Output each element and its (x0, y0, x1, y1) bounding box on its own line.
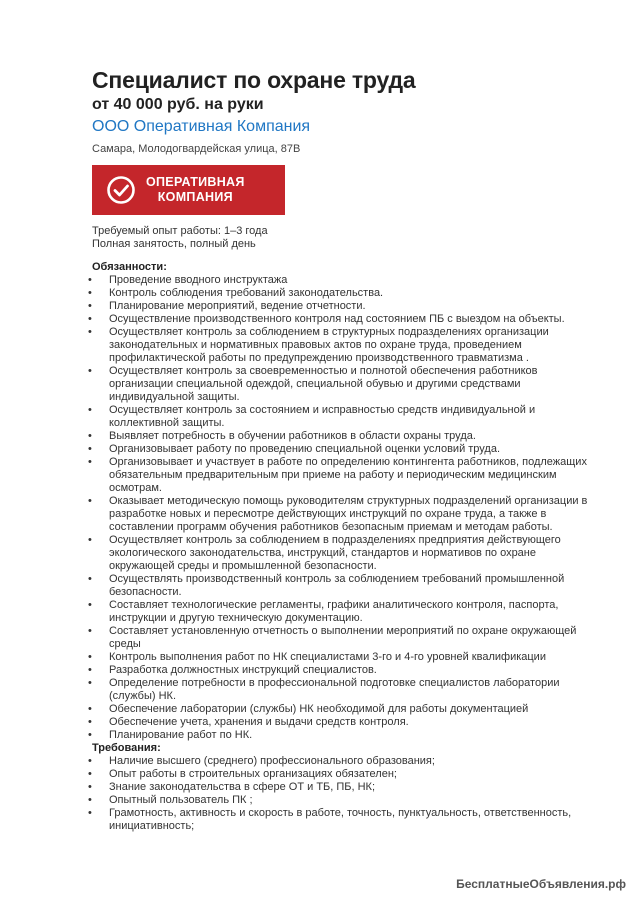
job-title: Специалист по охране труда (92, 67, 416, 93)
list-item: • Составляет технологические регламенты, графики аналитического контроля, паспорта, инструкции и другую техническую документацию. (92, 599, 602, 625)
requirements-title: Требования: (92, 742, 161, 754)
list-item: • Осуществление производственного контроля над состоянием ПБ с выездом на объекты. (92, 313, 602, 326)
list-item: • Разработка должностных инструкций специалистов. (92, 664, 602, 677)
list-item: • Наличие высшего (среднего) профессионального образования; (92, 755, 602, 768)
salary: от 40 000 руб. на руки (92, 96, 264, 113)
logo-line-2: КОМПАНИЯ (157, 190, 233, 204)
list-item: • Опыт работы в строительных организациях обязателен; (92, 768, 602, 781)
duties-title: Обязанности: (92, 261, 167, 273)
list-item: • Обеспечение учета, хранения и выдачи средств контроля. (92, 716, 602, 729)
duties-list (92, 274, 602, 742)
check-circle-icon (106, 175, 136, 205)
list-item: • Знание законодательства в сфере ОТ и ТБ, ПБ, НК; (92, 781, 602, 794)
watermark: БесплатныеОбъявления.рф (456, 877, 626, 891)
requirements-list (92, 755, 602, 833)
list-item: • Осуществлять производственный контроль за соблюдением требований промышленной безопасности. (92, 573, 602, 599)
vacancy-document (92, 66, 602, 833)
list-item: • Обеспечение лаборатории (службы) НК необходимой для работы документацией (92, 703, 602, 716)
list-item: • Грамотность, активность и скорость в работе, точность, пунктуальность, ответственность, инициативность; (92, 807, 602, 833)
list-item: • Осуществляет контроль за своевременностью и полнотой обеспечения работников организации специальной одеждой, специальной обувью и другими средствами индивидуальной защиты. (92, 365, 602, 404)
job-meta (92, 225, 602, 251)
list-item: • Организовывает работу по проведению специальной оценки условий труда. (92, 443, 602, 456)
list-item: • Проведение вводного инструктажа (92, 274, 602, 287)
list-item: • Определение потребности в профессиональной подготовке специалистов лаборатории (службы) НК. (92, 677, 602, 703)
list-item: • Осуществляет контроль за соблюдением в подразделениях предприятия действующего экологического законодательства, инструкций, стандартов и нормативов по охране окружающей среды и промышленной безопасности. (92, 534, 602, 573)
list-item: • Опытный пользователь ПК ; (92, 794, 602, 807)
company-link[interactable]: ООО Оперативная Компания (92, 118, 311, 135)
experience: Требуемый опыт работы: 1–3 года (92, 225, 268, 237)
list-item: • Осуществляет контроль за соблюдением в структурных подразделениях организации законодательных и нормативных правовых актов по охране труда, проведением профилактической работы по предупреждению производственного травматизма . (92, 326, 602, 365)
logo-text (146, 175, 245, 205)
list-item: • Оказывает методическую помощь руководителям структурных подразделений организации в разработке новых и пересмотре действующих инструкций по охране труда, а также в составлении программ обучения работников безопасным приемам и методам работы. (92, 495, 602, 534)
logo-line-1: ОПЕРАТИВНАЯ (146, 175, 245, 189)
company-logo (92, 165, 285, 215)
address: Самара, Молодогвардейская улица, 87В (92, 143, 301, 155)
list-item: • Выявляет потребность в обучении работников в области охраны труда. (92, 430, 602, 443)
list-item: • Организовывает и участвует в работе по определению контингента работников, подлежащих обязательным предварительным при приеме на работу и периодическим медицинским осмотрам. (92, 456, 602, 495)
list-item: • Контроль соблюдения требований законодательства. (92, 287, 602, 300)
list-item: • Планирование работ по НК. (92, 729, 602, 742)
list-item: • Осуществляет контроль за состоянием и исправностью средств индивидуальной и коллективной защиты. (92, 404, 602, 430)
list-item: • Составляет установленную отчетность о выполнении мероприятий по охране окружающей среды (92, 625, 602, 651)
employment-type: Полная занятость, полный день (92, 238, 256, 250)
list-item: • Контроль выполнения работ по НК специалистами 3-го и 4-го уровней квалификации (92, 651, 602, 664)
list-item: • Планирование мероприятий, ведение отчетности. (92, 300, 602, 313)
